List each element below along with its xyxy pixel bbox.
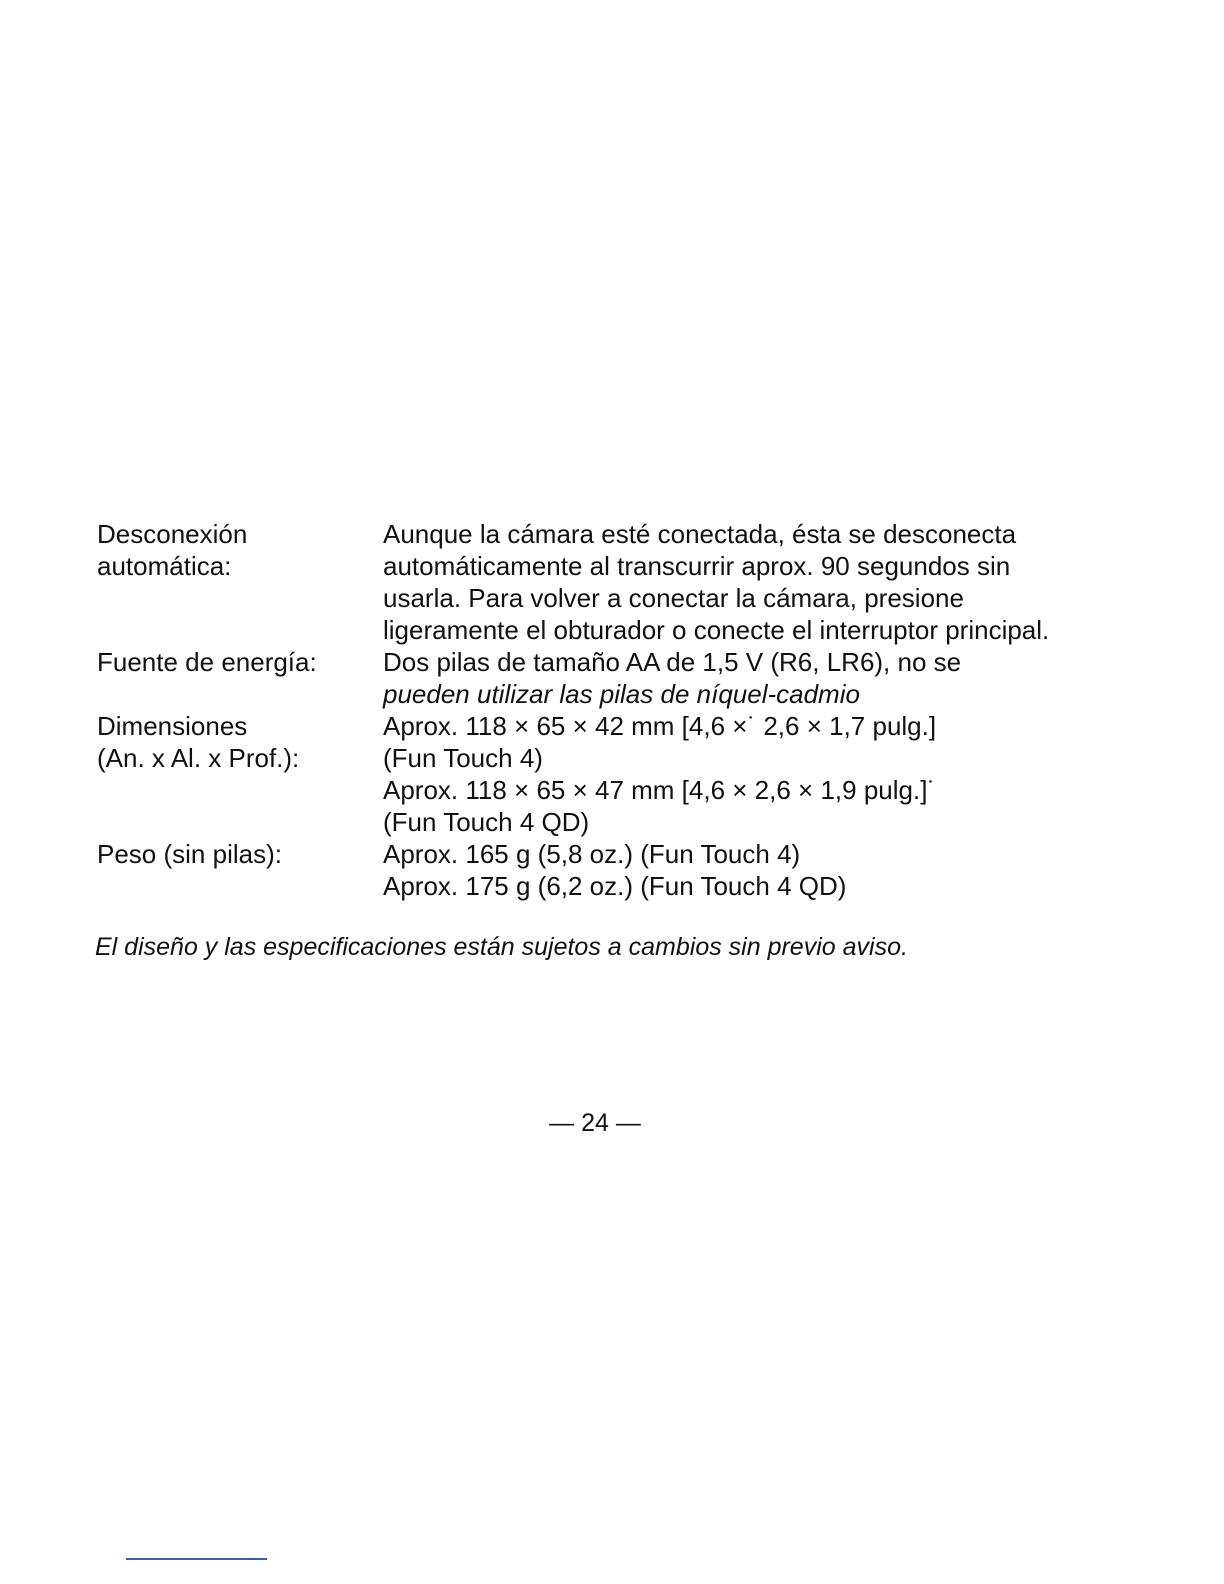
- spec-label-line: (An. x Al. x Prof.):: [97, 743, 300, 773]
- spec-value-line: Aunque la cámara esté conectada, ésta se desconecta: [383, 519, 1017, 549]
- spec-label: [97, 518, 383, 582]
- spec-value-line: Aprox. 165 g (5,8 oz.) (Fun Touch 4): [383, 839, 801, 869]
- spec-label-line: Fuente de energía:: [97, 647, 317, 677]
- page-number: — 24 —: [549, 1109, 641, 1137]
- spec-label-line: Desconexión: [97, 519, 248, 549]
- spec-value-line: (Fun Touch 4): [383, 743, 543, 773]
- spec-value: [383, 646, 1107, 710]
- specifications-notice: El diseño y las especificaciones están sujetos a cambios sin previo aviso.: [95, 933, 908, 961]
- spec-row-auto-off: [97, 518, 1107, 646]
- specifications-table: [97, 518, 1107, 902]
- footnote-rule: [126, 1558, 267, 1560]
- spec-value-line: Aprox. 118 × 65 × 42 mm [4,6 ×˙ 2,6 × 1,7 pulg.]: [383, 711, 937, 741]
- spec-row-dimensions: [97, 710, 1107, 838]
- spec-value-line: pueden utilizar las pilas de níquel-cadmio: [383, 679, 860, 709]
- spec-label: [97, 646, 383, 678]
- spec-row-weight: [97, 838, 1107, 902]
- spec-value-line: automáticamente al transcurrir aprox. 90 segundos sin: [383, 551, 1011, 581]
- spec-value-line: Aprox. 175 g (6,2 oz.) (Fun Touch 4 QD): [383, 871, 847, 901]
- spec-label: [97, 838, 383, 870]
- spec-label-line: Peso (sin pilas):: [97, 839, 282, 869]
- spec-value: [383, 838, 1107, 902]
- spec-label-line: Dimensiones: [97, 711, 248, 741]
- spec-value: [383, 710, 1107, 838]
- spec-value-line: (Fun Touch 4 QD): [383, 807, 590, 837]
- spec-row-power-source: [97, 646, 1107, 710]
- spec-value-line: Aprox. 118 × 65 × 47 mm [4,6 × 2,6 × 1,9 pulg.]˙: [383, 775, 937, 805]
- spec-label-line: automática:: [97, 551, 232, 581]
- spec-value: [383, 518, 1107, 646]
- spec-value-line: usarla. Para volver a conectar la cámara, presione: [383, 583, 964, 613]
- spec-label: [97, 710, 383, 774]
- spec-value-line: Dos pilas de tamaño AA de 1,5 V (R6, LR6), no se: [383, 647, 962, 677]
- spec-value-line: ligeramente el obturador o conecte el interruptor principal.: [383, 615, 1050, 645]
